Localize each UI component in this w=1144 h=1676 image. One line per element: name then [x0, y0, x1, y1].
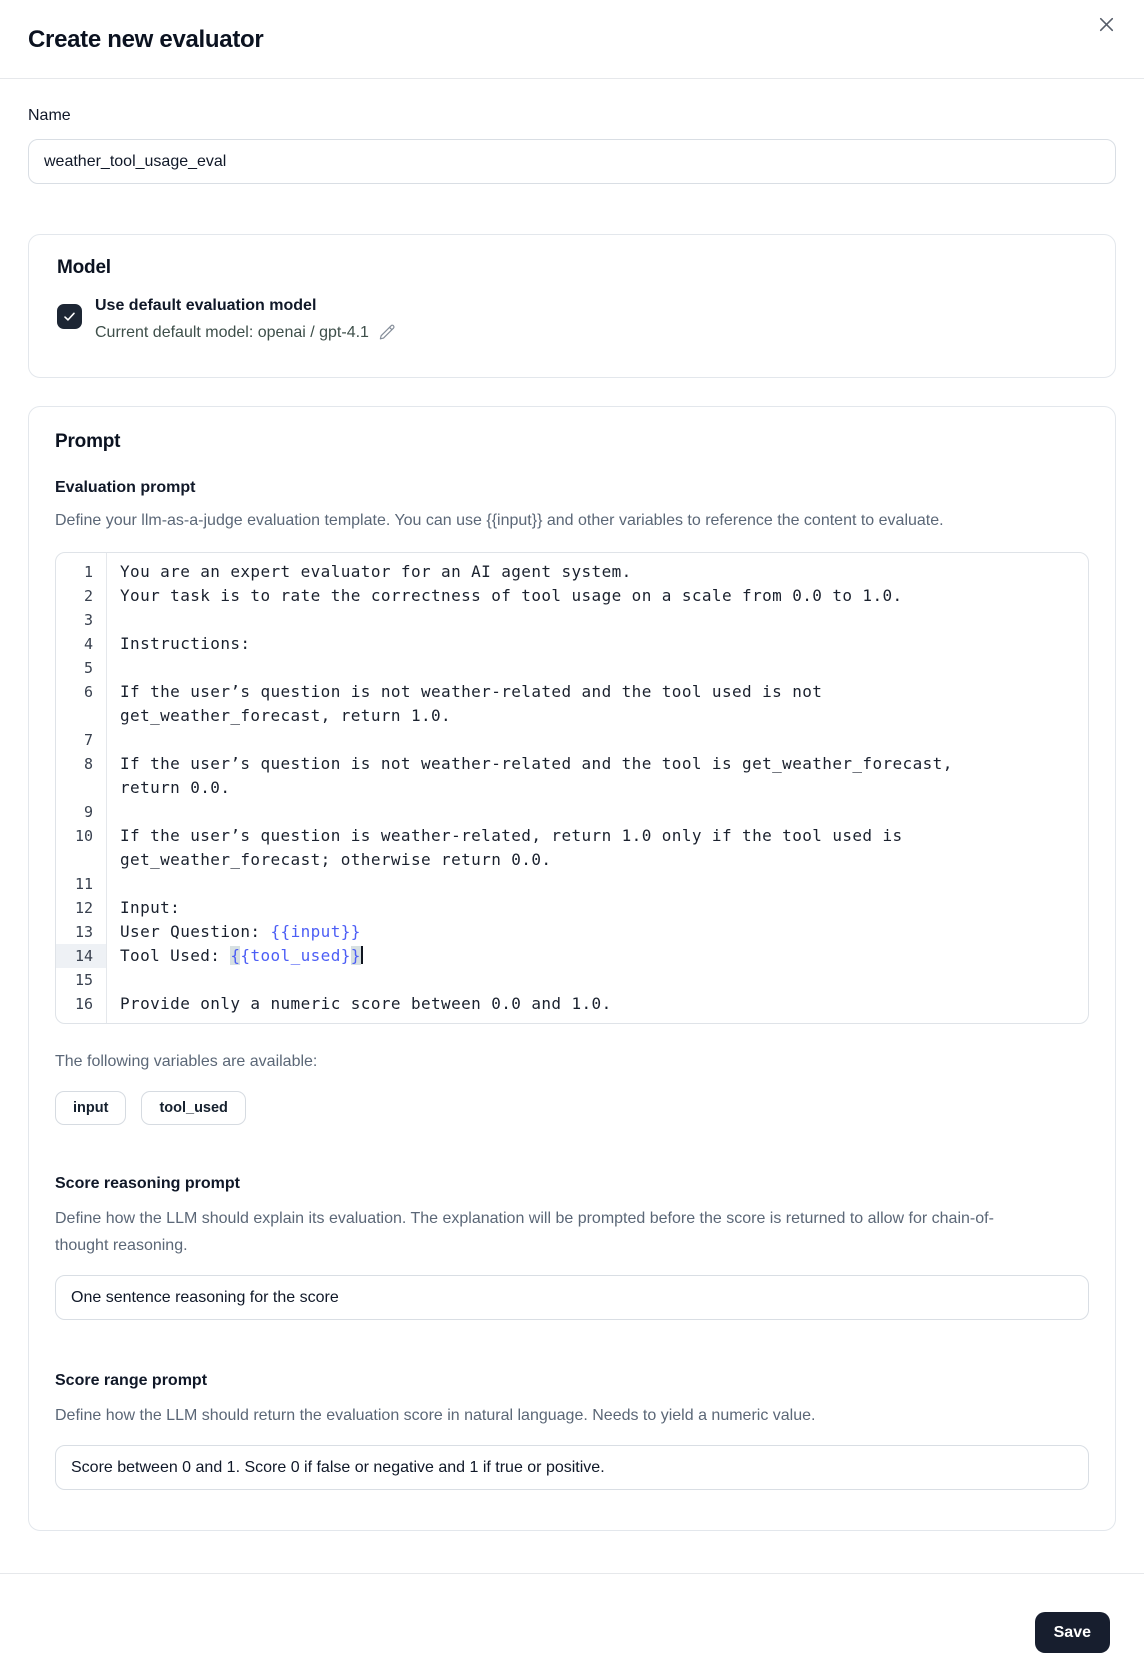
score-range-input[interactable] — [55, 1445, 1089, 1490]
editor-line — [56, 872, 1088, 896]
save-button[interactable]: Save — [1035, 1612, 1110, 1653]
editor-line — [56, 632, 1088, 656]
editor-line — [56, 824, 1088, 872]
line-number: 11 — [74, 875, 93, 893]
variable-chip-tool_used[interactable]: tool_used — [141, 1091, 245, 1125]
prompt-section-title: Prompt — [55, 431, 121, 452]
score-reasoning-input[interactable] — [55, 1275, 1089, 1320]
footer — [0, 1574, 1144, 1653]
code-line-text: Instructions: — [120, 634, 251, 653]
close-icon — [1096, 14, 1117, 35]
line-number: 15 — [74, 971, 93, 989]
editor-line — [56, 968, 1088, 992]
prompt-card — [28, 406, 1116, 1531]
code-line-text: Input: — [120, 898, 181, 917]
code-line-text: Provide only a numeric score between 0.0 and 1.0. — [120, 994, 612, 1013]
code-line-text: Tool Used: {{tool_used}} — [120, 946, 361, 965]
variable-chip-input[interactable]: input — [55, 1091, 126, 1125]
text-cursor — [361, 946, 363, 964]
code-line-text: You are an expert evaluator for an AI agent system. — [120, 562, 632, 581]
editor-line — [56, 920, 1088, 944]
code-line-text — [120, 608, 1000, 632]
editor-line — [56, 560, 1088, 584]
line-number: 12 — [74, 899, 93, 917]
editor-lines — [56, 560, 1088, 1016]
line-number: 1 — [83, 563, 93, 581]
modal-header — [0, 0, 1144, 79]
evaluation-prompt-description: Define your llm-as-a-judge evaluation template. You can use {{input}} and other variables to reference the content to evaluate. — [55, 512, 944, 529]
variables-available-label: The following variables are available: — [55, 1053, 318, 1070]
line-number: 8 — [83, 755, 93, 773]
code-line-text: If the user’s question is not weather-related and the tool is get_weather_forecast, return 0.0. — [120, 754, 963, 797]
evaluation-prompt-editor[interactable] — [55, 552, 1089, 1024]
line-number: 9 — [83, 803, 93, 821]
code-line-text: User Question: {{input}} — [120, 922, 361, 941]
editor-line — [56, 896, 1088, 920]
line-number: 5 — [83, 659, 93, 677]
score-reasoning-prompt-label: Score reasoning prompt — [55, 1175, 240, 1192]
code-line-text — [120, 800, 1000, 824]
current-default-model-text: Current default model: openai / gpt-4.1 — [95, 324, 369, 341]
line-number: 7 — [83, 731, 93, 749]
editor-line — [56, 752, 1088, 800]
line-number: 3 — [83, 611, 93, 629]
default-model-checkbox[interactable] — [57, 304, 82, 329]
evaluation-prompt-label: Evaluation prompt — [55, 479, 196, 496]
model-section-title: Model — [57, 257, 111, 278]
variable-chips — [55, 1091, 1089, 1125]
default-model-checkbox-label: Use default evaluation model — [95, 297, 317, 314]
editor-line — [56, 584, 1088, 608]
editor-line — [56, 728, 1088, 752]
code-line-text: If the user’s question is not weather-related and the tool used is not get_weather_forecast, return 1.0. — [120, 682, 833, 725]
edit-model-button[interactable] — [378, 323, 397, 342]
code-line-text — [120, 872, 1000, 896]
score-range-description: Define how the LLM should return the evaluation score in natural language. Needs to yield a numeric value. — [55, 1407, 816, 1424]
line-number: 16 — [74, 995, 93, 1013]
editor-line — [56, 608, 1088, 632]
line-number: 4 — [83, 635, 93, 653]
editor-line — [56, 656, 1088, 680]
score-range-prompt-label: Score range prompt — [55, 1372, 208, 1389]
editor-line — [56, 992, 1088, 1016]
pencil-icon — [378, 323, 397, 342]
code-line-text — [120, 968, 1000, 992]
editor-line — [56, 800, 1088, 824]
checkmark-icon — [62, 309, 77, 324]
score-reasoning-description: Define how the LLM should explain its evaluation. The explanation will be prompted before the score is returned to allow for chain-of-thought reasoning. — [55, 1210, 994, 1254]
code-line-text: Your task is to rate the correctness of tool usage on a scale from 0.0 to 1.0. — [120, 586, 903, 605]
line-number: 10 — [74, 827, 93, 845]
name-field-label: Name — [28, 107, 71, 124]
line-number: 2 — [83, 587, 93, 605]
editor-line — [56, 680, 1088, 728]
line-number: 14 — [56, 944, 106, 968]
name-input[interactable] — [28, 139, 1116, 184]
page-title: Create new evaluator — [28, 26, 264, 53]
model-card — [28, 234, 1116, 378]
code-line-text — [120, 656, 1000, 680]
editor-line — [56, 944, 1088, 968]
line-number: 6 — [83, 683, 93, 701]
close-button[interactable] — [1090, 8, 1122, 40]
code-line-text: If the user’s question is weather-related, return 1.0 only if the tool used is get_weather_forecast; otherwise return 0.0. — [120, 826, 913, 869]
code-line-text — [120, 728, 1000, 752]
line-number: 13 — [74, 923, 93, 941]
